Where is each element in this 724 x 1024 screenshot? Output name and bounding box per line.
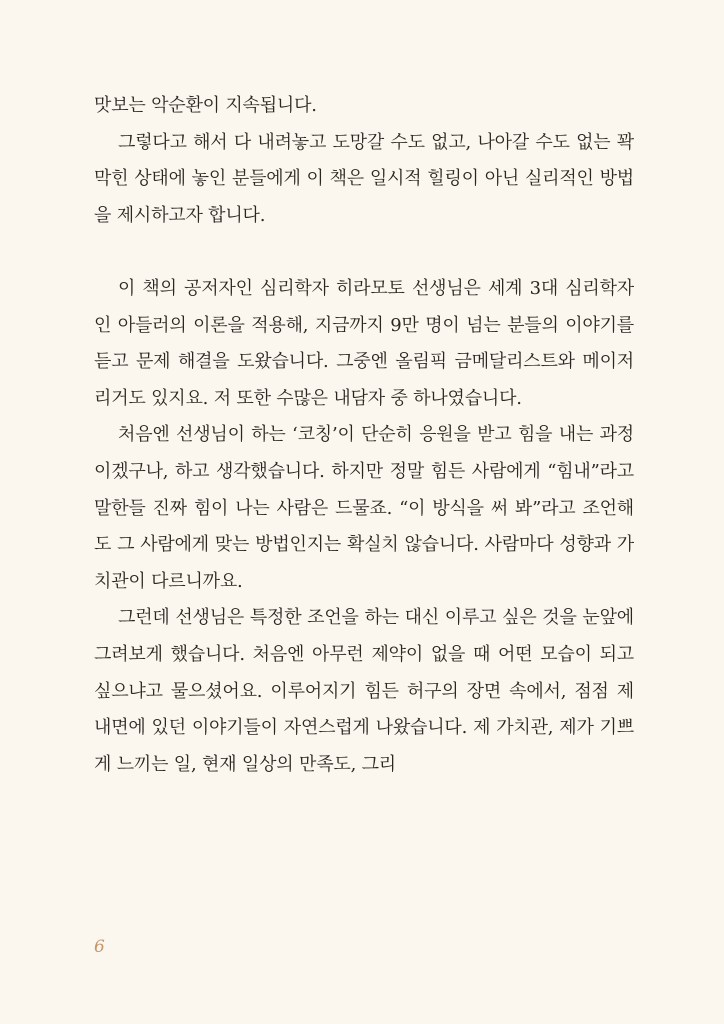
paragraph-book-purpose: 그렇다고 해서 다 내려놓고 도망갈 수도 없고, 나아갈 수도 없는 꽉 막힌 상태에 놓인 분들에게 이 책은 일시적 힐링이 아닌 실리적인 방법을 제시하고자 합니다. bbox=[94, 131, 634, 226]
section-break bbox=[94, 234, 634, 271]
page-body bbox=[94, 88, 634, 783]
paragraph-continuation: 맛보는 악순환이 지속됩니다. bbox=[94, 95, 317, 116]
paragraph-visualization: 그런데 선생님은 특정한 조언을 하는 대신 이루고 싶은 것을 눈앞에 그려보게 했습니다. 처음엔 아무런 제약이 없을 때 어떤 모습이 되고 싶으냐고 물으셨어요. 이루어지기 힘든 허구의 장면 속에서, 점점 제 내면에 있던 이야기들이 자연스럽게 나왔습니다. 제 가치관, 제가 기쁘게 느끼는 일, 현재 일상의 만족도, 그리 bbox=[94, 607, 634, 775]
paragraph-coauthor-intro: 이 책의 공저자인 심리학자 히라모토 선생님은 세계 3대 심리학자인 아들러의 이론을 적용해, 지금까지 9만 명이 넘는 분들의 이야기를 듣고 문제 해결을 도왔습니다. 그중엔 올림픽 금메달리스트와 메이저리거도 있지요. 저 또한 수많은 내담자 중 하나였습니다. bbox=[94, 277, 634, 409]
paragraph-coaching: 처음엔 선생님이 하는 ‘코칭’이 단순히 응원을 받고 힘을 내는 과정이겠구나, 하고 생각했습니다. 하지만 정말 힘든 사람에게 “힘내”라고 말한들 진짜 힘이 나는 사람은 드물죠. “이 방식을 써 봐”라고 조언해도 그 사람에게 맞는 방법인지는 확실치 않습니다. 사람마다 성향과 가치관이 다르니까요. bbox=[94, 424, 634, 592]
page-number: 6 bbox=[94, 937, 105, 957]
